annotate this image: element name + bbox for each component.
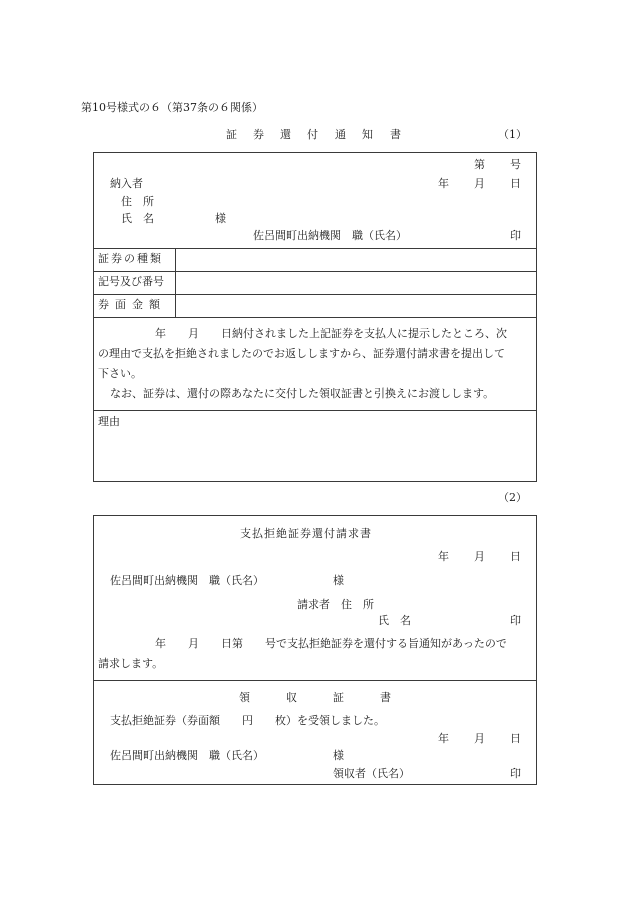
row-label-security-type: 証券の種類	[98, 252, 163, 265]
notice-title-char: 証	[226, 128, 237, 141]
notice-body-line: の理由で支払を拒絶されましたのでお返ししますから、証券還付請求書を提出して	[98, 347, 505, 360]
request-date-hi: 日	[510, 550, 521, 563]
receipt-seal: 印	[510, 767, 521, 780]
row-divider	[93, 317, 537, 318]
notice-body-line: なお、証券は、還付の際あなたに交付した領収証書と引換えにお渡しします。	[110, 387, 495, 400]
receipt-sama: 様	[333, 749, 344, 762]
receipt-nen: 年	[438, 732, 449, 745]
notice-title-char: 還	[280, 128, 291, 141]
notice-title-char: 書	[390, 128, 401, 141]
notice-title-char: 付	[307, 128, 318, 141]
notice-title-char: 通	[335, 128, 346, 141]
date-nen: 年	[438, 177, 449, 190]
request-body-line: 請求します。	[98, 657, 164, 670]
seal-mark: 印	[510, 229, 521, 242]
notice-title-char: 知	[362, 128, 373, 141]
request-sama: 様	[333, 574, 344, 587]
requester-address-label: 請求者 住 所	[297, 598, 374, 611]
request-seal: 印	[510, 614, 521, 627]
row-divider	[93, 248, 537, 249]
request-date-tsuki: 月	[474, 550, 485, 563]
reason-divider	[93, 410, 537, 411]
row-divider	[93, 271, 537, 272]
number-go: 号	[510, 158, 521, 171]
part1-label: （1）	[498, 128, 527, 141]
receipt-title-char: 証	[333, 691, 344, 704]
column-divider	[175, 248, 176, 317]
issuer-label: 佐呂間町出納機関 職（氏名）	[253, 229, 407, 242]
receipt-divider	[93, 680, 537, 681]
form-number: 第10号様式の６（第37条の６関係）	[81, 101, 263, 114]
row-label-symbol-number: 記号及び番号	[98, 275, 164, 288]
receipt-title-char: 書	[380, 691, 391, 704]
row-label-face-amount: 券面金額	[98, 298, 166, 311]
request-addressee: 佐呂間町出納機関 職（氏名）	[110, 574, 264, 587]
part2-label: （2）	[498, 491, 527, 504]
receipt-tsuki: 月	[474, 732, 485, 745]
nounyusha-label: 納入者	[110, 177, 143, 190]
shimei-label: 氏 名	[121, 212, 154, 225]
date-hi: 日	[510, 177, 521, 190]
receipt-title-char: 収	[286, 691, 297, 704]
row-divider	[93, 294, 537, 295]
reason-label: 理由	[98, 415, 120, 428]
requester-name-label: 氏 名	[378, 614, 411, 627]
receipt-line: 支払拒絶証券（券面額 円 枚）を受領しました。	[110, 714, 385, 727]
request-body-line: 年 月 日第 号で支払拒絶証券を還付する旨通知があったので	[155, 637, 507, 650]
receiver-label: 領収者（氏名）	[333, 767, 410, 780]
request-title: 支払拒絶証券還付請求書	[240, 527, 372, 540]
receipt-addressee: 佐呂間町出納機関 職（氏名）	[110, 749, 264, 762]
request-date-nen: 年	[438, 550, 449, 563]
notice-body-line: 下さい。	[98, 367, 142, 380]
notice-body-line: 年 月 日納付されました上記証券を支払人に提示したところ、次	[155, 327, 507, 340]
jusho-label: 住 所	[121, 195, 154, 208]
number-dai: 第	[474, 158, 485, 171]
receipt-hi: 日	[510, 732, 521, 745]
sama-label: 様	[215, 212, 226, 225]
notice-title-char: 券	[253, 128, 264, 141]
receipt-title-char: 領	[239, 691, 250, 704]
date-tsuki: 月	[474, 177, 485, 190]
